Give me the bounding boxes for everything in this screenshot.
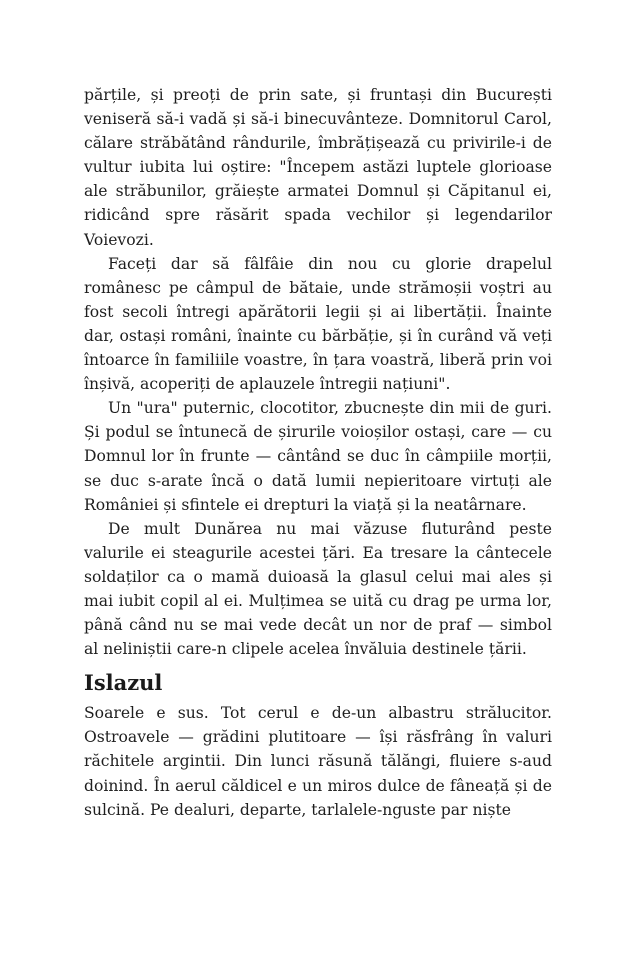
paragraph: Faceți dar să fâlfâie din nou cu glorie drapelul românesc pe câmpul de bătaie, unde strămoșii voștri au fost secoli întregi apărătorii legii și ai libertății. Înainte dar, ostași români, înainte cu bărbăție, și în curând vă veți întoarce în familiile voastre, în țara voastră, liberă prin voi înșivă, acoperiți de aplauzele întregii națiuni". [84, 254, 552, 394]
paragraph: De mult Dunărea nu mai văzuse fluturând peste valurile ei steagurile acestei țări. Ea tresare la cântecele soldaților ca o mamă duioasă la glasul celui mai ales și mai iubit copil al ei. Mulțimea se uită cu drag pe urma lor, până când nu se mai vede decât un nor de praf — simbol al neliniștii care-n clipele acelea învăluia destinele țării. [84, 519, 552, 659]
paragraph: Soarele e sus. Tot cerul e de-un albastru strălucitor. Ostroavele — grădini plutitoare — își răsfrâng în valuri răchitele argintii. Din lunci răsună tălăngi, fluiere s-aud doinind. În aerul căldicel e un miros dulce de fâneață și de sulcină. Pe dealuri, departe, tarlalele-nguste par niște [84, 704, 552, 819]
section-heading: Islazul [84, 670, 163, 696]
paragraph-continuation: părțile, și preoți de prin sate, și fruntași din București veniseră să-i vadă și să-i binecuvânteze. Domnitorul Carol, călare străbătând rândurile, îmbrățișează cu privirile-i de vultur iubita lui oștire: "Începem astăzi luptele glorioase ale străbunilor, grăiește armatei Domnul și Căpitanul ei, ridicând spre răsărit spada vechilor și legendarilor Voievozi. [84, 86, 552, 249]
book-page [84, 83, 552, 822]
paragraph: Un "ura" puternic, clocotitor, zbucnește din mii de guri. Și podul se întunecă de șirurile voioșilor ostași, care — cu Domnul lor în frunte — cântând se duc în câmpiile morții, se duc s-arate încă o dată lumii nepieritoare virtuți ale României și sfintele ei drepturi la viață și la neatârnare. [84, 399, 552, 514]
